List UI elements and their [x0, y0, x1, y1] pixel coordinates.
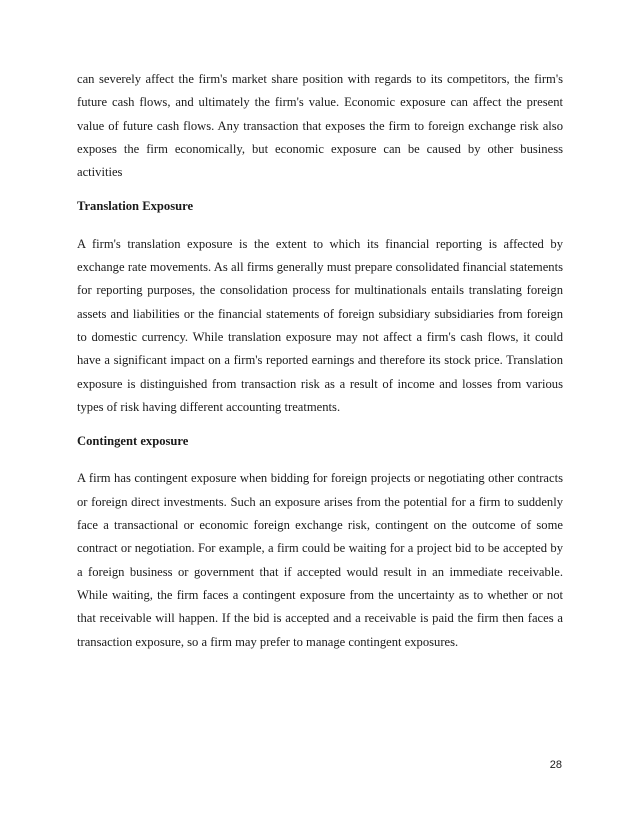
page-number: 28	[549, 759, 562, 771]
contingent-exposure-paragraph: A firm has contingent exposure when bidding for foreign projects or negotiating other contracts or foreign direct investments. Such an exposure arises from the potential for a firm to suddenly face a transactional or economic foreign exchange risk, contingent on the outcome of some contract or negotiation. For example, a firm could be waiting for a project bid to be accepted by a foreign business or government that if accepted would result in an immediate receivable. While waiting, the firm faces a contingent exposure from the uncertainty as to whether or not that receivable will happen. If the bid is accepted and a receivable is paid the firm then faces a transaction exposure, so a firm may prefer to manage contingent exposures.	[77, 471, 563, 649]
translation-exposure-paragraph: A firm's translation exposure is the extent to which its financial reporting is affected by exchange rate movements. As all firms generally must prepare consolidated financial statements for reporting purposes, the consolidation process for multinationals entails translating foreign assets and liabilities or the financial statements of foreign subsidiary subsidiaries from foreign to domestic currency. While translation exposure may not affect a firm's cash flows, it could have a significant impact on a firm's reported earnings and therefore its stock price. Translation exposure is distinguished from transaction risk as a result of income and losses from various types of risk having different accounting treatments.	[77, 236, 563, 414]
intro-paragraph: can severely affect the firm's market share position with regards to its competitors, the firm's future cash flows, and ultimately the firm's value. Economic exposure can affect the present value of future cash flows. Any transaction that exposes the firm to foreign exchange risk also exposes the firm economically, but economic exposure can be caused by other business activities	[77, 72, 563, 180]
translation-exposure-heading: Translation Exposure	[77, 199, 194, 214]
contingent-exposure-heading: Contingent exposure	[77, 434, 189, 449]
document-page	[77, 68, 563, 654]
